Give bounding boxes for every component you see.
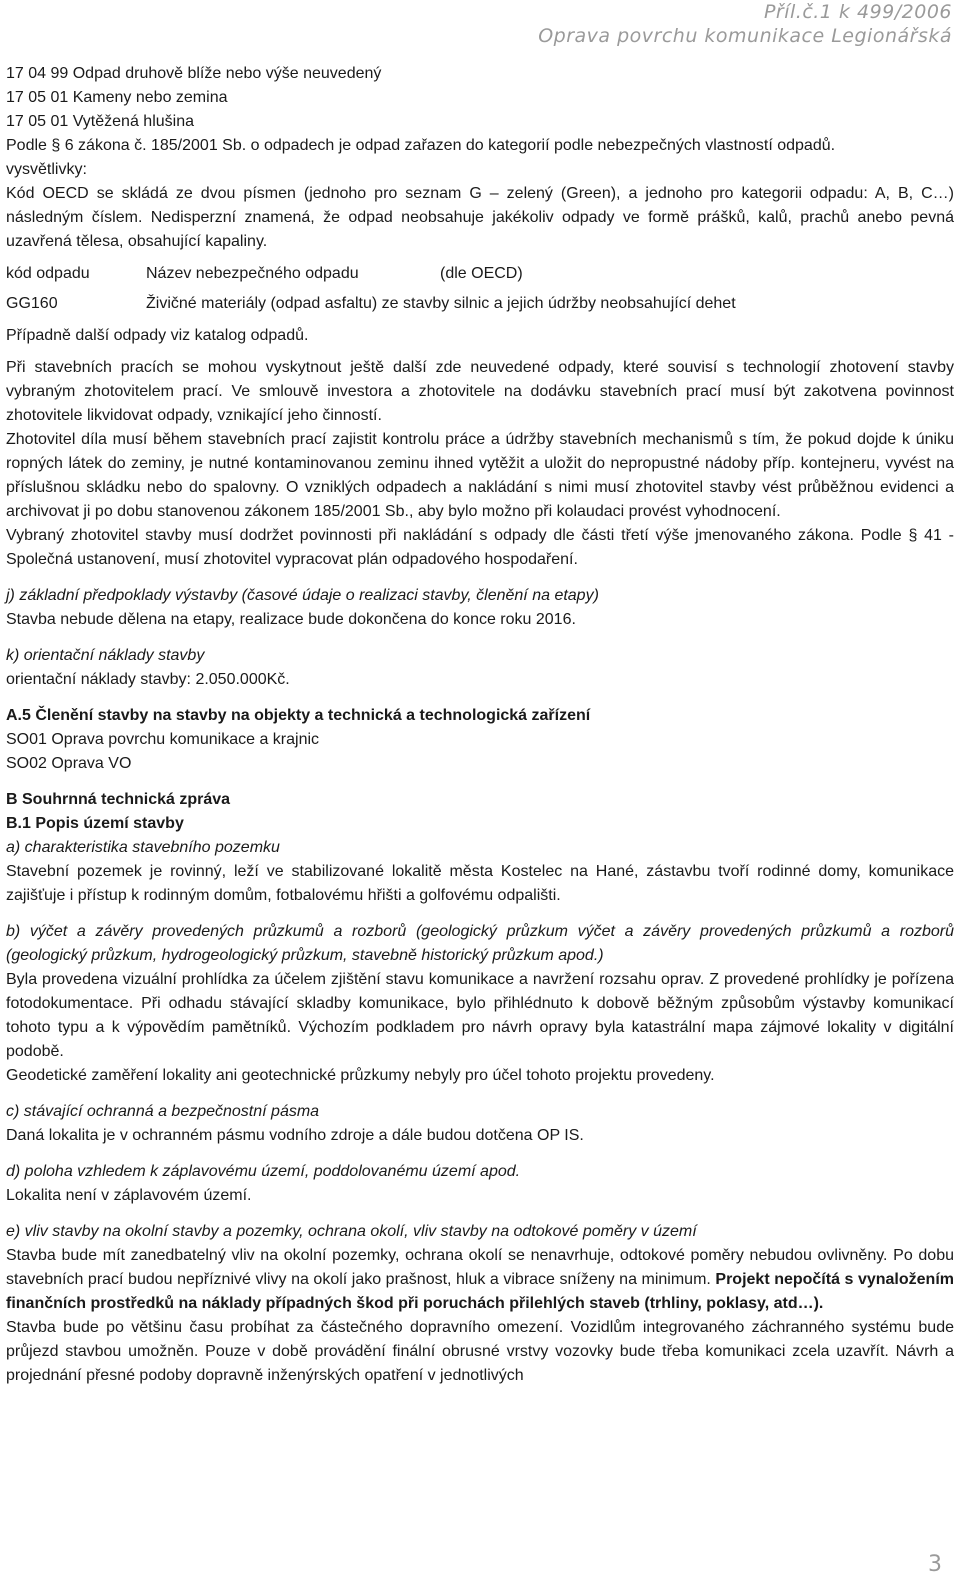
document-body [6, 62, 954, 1388]
col-waste-name: Název nebezpečného odpadu [146, 265, 359, 282]
subsection-e-heading: e) vliv stavby na okolní stavby a pozemky, ochrana okolí, vliv stavby na odtokové poměry v území [6, 1223, 697, 1240]
waste-code-line: 17 05 01 Kameny nebo zemina [6, 89, 228, 106]
section-b1-heading: B.1 Popis území stavby [6, 815, 184, 832]
waste-name-cell: Živičné materiály (odpad asfaltu) ze stavby silnic a jejich údržby neobsahující dehet [146, 295, 736, 312]
object-so02: SO02 Oprava VO [6, 755, 132, 772]
paragraph-contractor-control: Zhotovitel díla musí během stavebních prací zajistit kontrolu práce a údržby stavebních mechanismů s tím, že pokud dojde k úniku ropných látek do zeminy, je nutné kontaminovanou zeminu ihned vytěžit a uložit do nepropustné nádoby příp. kontejneru, vyvést na příslušnou skládku nebo do spalovny. O vzniklých odpadech a nakládání s nimi musí zhotovitel stavby vést průběžnou evidenci a archivovat ji po dobu stanovenou zákonem 185/2001 Sb., aby bylo možno při kolaudaci provést vyhodnocení. [6, 431, 954, 520]
subsection-d-text: Lokalita není v záplavovém území. [6, 1187, 252, 1204]
page-header [538, 0, 952, 48]
header-annex-ref: Příl.č.1 k 499/2006 [763, 1, 952, 23]
subsection-b-text: Byla provedena vizuální prohlídka za účelem zjištění stavu komunikace a navržení rozsahu oprav. Z provedené prohlídky je pořízena fotodokumentace. Při odhadu stávající skladby komunikace, bylo přihlédnuto k dobově běžným způsobům výstavby komunikací tohoto typu a k výpovědím pamětníků. Výchozím podkladem pro návrh opravy byla katastrální mapa zájmové lokality v digitální podobě. [6, 971, 954, 1060]
non-dispersive-explanation: Nedisperzní znamená, že odpad neobsahuje jakékoliv odpady ve formě prášků, kalů, prachů anebo pevná uzavřená tělesa, obsahující kapaliny. [6, 209, 954, 250]
section-j-heading: j) základní předpoklady výstavby (časové údaje o realizaci stavby, členění na etapy) [6, 587, 599, 604]
section-j-text: Stavba nebude dělena na etapy, realizace bude dokončena do konce roku 2016. [6, 611, 576, 628]
waste-code-line: 17 05 01 Vytěžená hlušina [6, 113, 194, 130]
oecd-table-row [6, 292, 954, 316]
explanations-heading: vysvětlivky: [6, 161, 87, 178]
waste-code-line: 17 04 99 Odpad druhově blíže nebo výše neuvedený [6, 65, 382, 82]
subsection-e-text-2: Stavba bude po většinu času probíhat za částečného dopravního omezení. Vozidlům integrovaného záchranného systému bude průjezd stavbou umožněn. Pouze v době provádění finální obrusné vrstvy vozovky bude třeba komunikaci zcela uzavřít. Návrh a projednání přesné podoby dopravně inženýrských opatření v jednotlivých [6, 1319, 954, 1384]
oecd-explanation [6, 182, 954, 254]
subsection-b-heading: b) výčet a závěry provedených průzkumů a rozborů (geologický průzkum výčet a závěry provedených průzkumů a rozborů (geologický průzkum, hydrogeologický průzkum, stavebně historický průzkum apod.) [6, 923, 954, 964]
paragraph-other-waste: Při stavebních pracích se mohou vyskytnout ještě další zde neuvedené odpady, které souvisí s technologií zhotovení stavby vybraným zhotovitelem prací. Ve smlouvě investora a zhotovitele na dodávku stavebních prací musí být zakotvena povinnost zhotovitele likvidovat odpady, vznikající jeho činností. [6, 359, 954, 424]
col-waste-code: kód odpadu [6, 265, 90, 282]
waste-law-paragraph: Podle § 6 zákona č. 185/2001 Sb. o odpadech je odpad zařazen do kategorií podle nebezpečných vlastností odpadů. [6, 137, 836, 154]
section-k-text: orientační náklady stavby: 2.050.000Kč. [6, 671, 290, 688]
subsection-a-text: Stavební pozemek je rovinný, leží ve stabilizované lokalitě města Kostelec na Hané, zástavbu tvoří rodinné domy, komunikace zajišťuje i přístup k rodinným domům, fotbalovému hřišti a golfovému odpališti. [6, 863, 954, 904]
subsection-c-text: Daná lokalita je v ochranném pásmu vodního zdroje a dále budou dotčena OP IS. [6, 1127, 584, 1144]
oecd-table-header [6, 262, 954, 286]
paragraph-waste-plan: Vybraný zhotovitel stavby musí dodržet povinnosti při nakládání s odpady dle části třetí výše jmenovaného zákona. Podle § 41 - Společná ustanovení, musí zhotovitel vypracovat plán odpadového hospodaření. [6, 527, 954, 568]
waste-catalog-note: Případně další odpady viz katalog odpadů. [6, 327, 309, 344]
object-so01: SO01 Oprava povrchu komunikace a krajnic [6, 731, 320, 748]
subsection-a-heading: a) charakteristika stavebního pozemku [6, 839, 280, 856]
section-k-heading: k) orientační náklady stavby [6, 647, 205, 664]
subsection-e-text-bold: Projekt nepočítá s vynaložením finančních prostředků na náklady případných škod při poruchách přilehlých staveb (trhliny, poklasy, atd…). [6, 1271, 954, 1312]
subsection-d-heading: d) poloha vzhledem k záplavovému území, poddolovanému území apod. [6, 1163, 521, 1180]
subsection-e-text [6, 1244, 954, 1316]
subsection-c-heading: c) stávající ochranná a bezpečnostní pásma [6, 1103, 320, 1120]
subsection-b-text-2: Geodetické zaměření lokality ani geotechnické průzkumy nebyly pro účel tohoto projektu provedeny. [6, 1067, 715, 1084]
col-oecd: (dle OECD) [440, 265, 523, 282]
waste-code-cell: GG160 [6, 295, 58, 312]
section-a5-heading: A.5 Členění stavby na stavby na objekty a technická a technologická zařízení [6, 707, 591, 724]
subsection-e-text-normal: Stavba bude mít zanedbatelný vliv na okolní pozemky, ochrana okolí se nenavrhuje, odtokové poměry nebudou ovlivněny. Po dobu stavebních prací budou nepříznivé vlivy na okolí jako prašnost, hluk a vibrace sníženy na minimum. [6, 1247, 954, 1288]
section-b-heading: B Souhrnná technická zpráva [6, 791, 231, 808]
page-number: 3 [928, 1552, 942, 1577]
oecd-explanation-text: Kód OECD se skládá ze dvou písmen (jednoho pro seznam G – zelený (Green), a jednoho pro kategorii odpadu: A, B, C…) následným číslem. [6, 185, 954, 226]
header-project-title: Oprava povrchu komunikace Legionářská [538, 25, 952, 47]
